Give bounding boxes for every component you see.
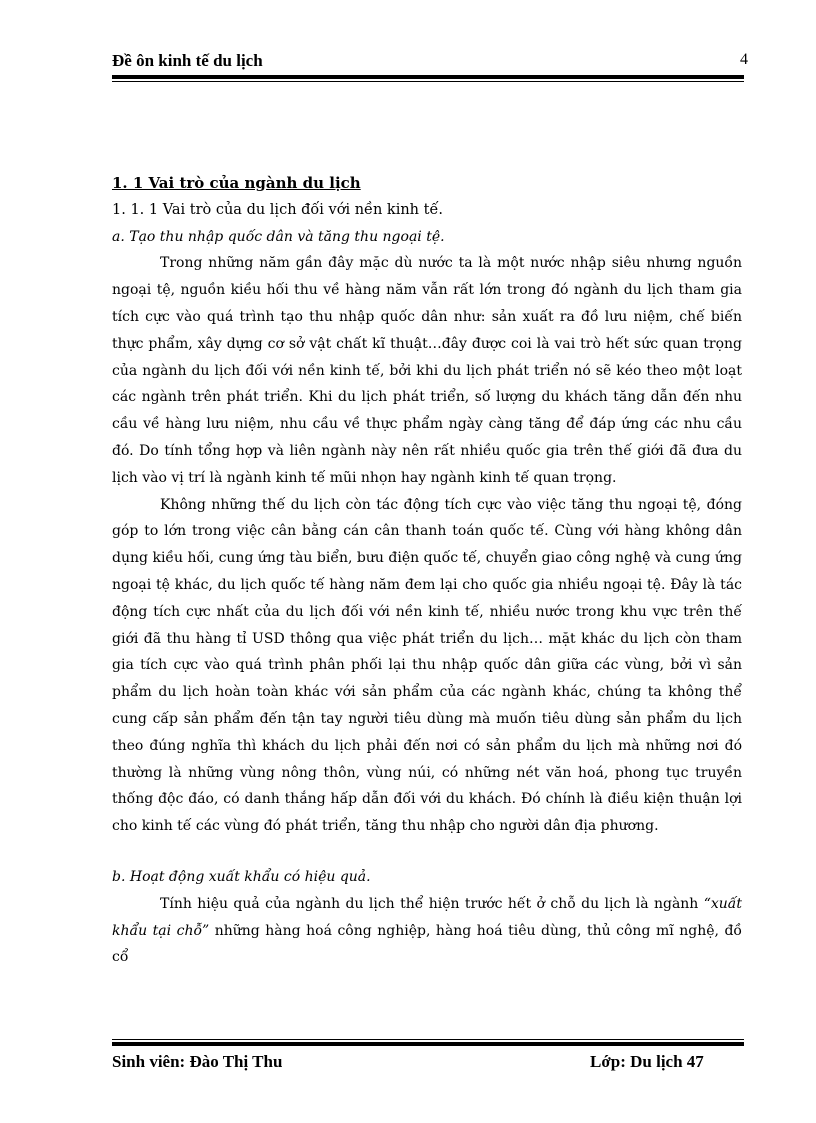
footer-student-name: Sinh viên: Đào Thị Thu bbox=[112, 1052, 283, 1071]
footer-rule-thin bbox=[112, 1039, 744, 1040]
footer-rule-thick bbox=[112, 1042, 744, 1046]
subsection-heading: 1. 1. 1 Vai trò của du lịch đối với nền kinh tế. bbox=[112, 201, 443, 218]
footer-class: Lớp: Du lịch 47 bbox=[590, 1052, 704, 1071]
paragraph-3-quote: “xuất khẩu tại chỗ” bbox=[112, 895, 742, 939]
paragraph-1: Trong những năm gần đây mặc dù nước ta là một nước nhập siêu nhưng nguồn ngoại tệ, nguồn kiều hối thu về hàng năm vẫn rất lớn trong đó ngành du lịch tham gia tích cực vào quá trình tạo thu nhập quốc dân như: sản xuất ra đồ lưu niệm, chế biến thực phẩm, xây dựng cơ sở vật chất kĩ thuật…đây được coi là vai trò hết sức quan trọng của ngành du lịch đối với nền kinh tế, bởi khi du lịch phát triển nó sẽ kéo theo một loạt các ngành trên phát triển. Khi du lịch phát triển, số lượng du khách tăng dẫn đến nhu cầu về hàng lưu niệm, nhu cầu về thực phẩm ngày càng tăng để đáp ứng các nhu cầu đó. Do tính tổng hợp và liên ngành này nên rất nhiều quốc gia trên thế giới đã đưa du lịch vào vị trí là ngành kinh tế mũi nhọn hay ngành kinh tế quan trọng. bbox=[112, 255, 742, 486]
document-header-title: Đề ôn kinh tế du lịch bbox=[112, 51, 263, 70]
paragraph-3-end: những hàng hoá công nghiệp, hàng hoá tiêu dùng, thủ công mĩ nghệ, đồ cổ bbox=[112, 922, 743, 966]
paragraph-3-start: Tính hiệu quả của ngành du lịch thể hiện trước hết ở chỗ du lịch là ngành bbox=[160, 895, 704, 912]
header-rule-thick bbox=[112, 75, 744, 79]
paragraph-spacer bbox=[112, 840, 742, 864]
subsection-b-title: b. Hoạt động xuất khẩu có hiệu quả. bbox=[112, 868, 371, 885]
paragraph-2: Không những thế du lịch còn tác động tích cực vào việc tăng thu ngoại tệ, đóng góp to lớn trong việc cân bằng cán cân thanh toán quốc tế. Cùng với hàng không dân dụng kiều hối, cung ứng tàu biển, bưu điện quốc tế, chuyển giao công nghệ và cung ứng ngoại tệ khác, du lịch quốc tế hàng năm đem lại cho quốc gia nhiều ngoại tệ. Đây là tác động tích cực nhất của du lịch đối với nền kinh tế, nhiều nước trong khu vực trên thế giới đã thu hàng tỉ USD thông qua việc phát triển du lịch… mặt khác du lịch còn tham gia tích cực vào quá trình phân phối lại thu nhập quốc dân giữa các vùng, bởi vì sản phẩm du lịch hoàn toàn khác với sản phẩm của các ngành khác, chúng ta không thể cung cấp sản phẩm đến tận tay người tiêu dùng mà muốn tiêu dùng sản phẩm du lịch theo đúng nghĩa thì khách du lịch phải đến nơi có sản phẩm du lịch mà những nơi đó thường là những vùng nông thôn, vùng núi, có những nét văn hoá, phong tục truyền thống độc đáo, có danh thắng hấp dẫn đối với du khách. Đó chính là điều kiện thuận lợi cho kinh tế các vùng đó phát triển, tăng thu nhập cho người dân địa phương. bbox=[112, 496, 742, 835]
header-rule-thin bbox=[112, 81, 744, 82]
page-number: 4 bbox=[740, 51, 748, 68]
subsection-a-title: a. Tạo thu nhập quốc dân và tăng thu ngoại tệ. bbox=[112, 228, 445, 245]
document-body bbox=[112, 170, 742, 971]
paragraph-3 bbox=[112, 891, 742, 971]
section-heading: 1. 1 Vai trò của ngành du lịch bbox=[112, 174, 361, 192]
